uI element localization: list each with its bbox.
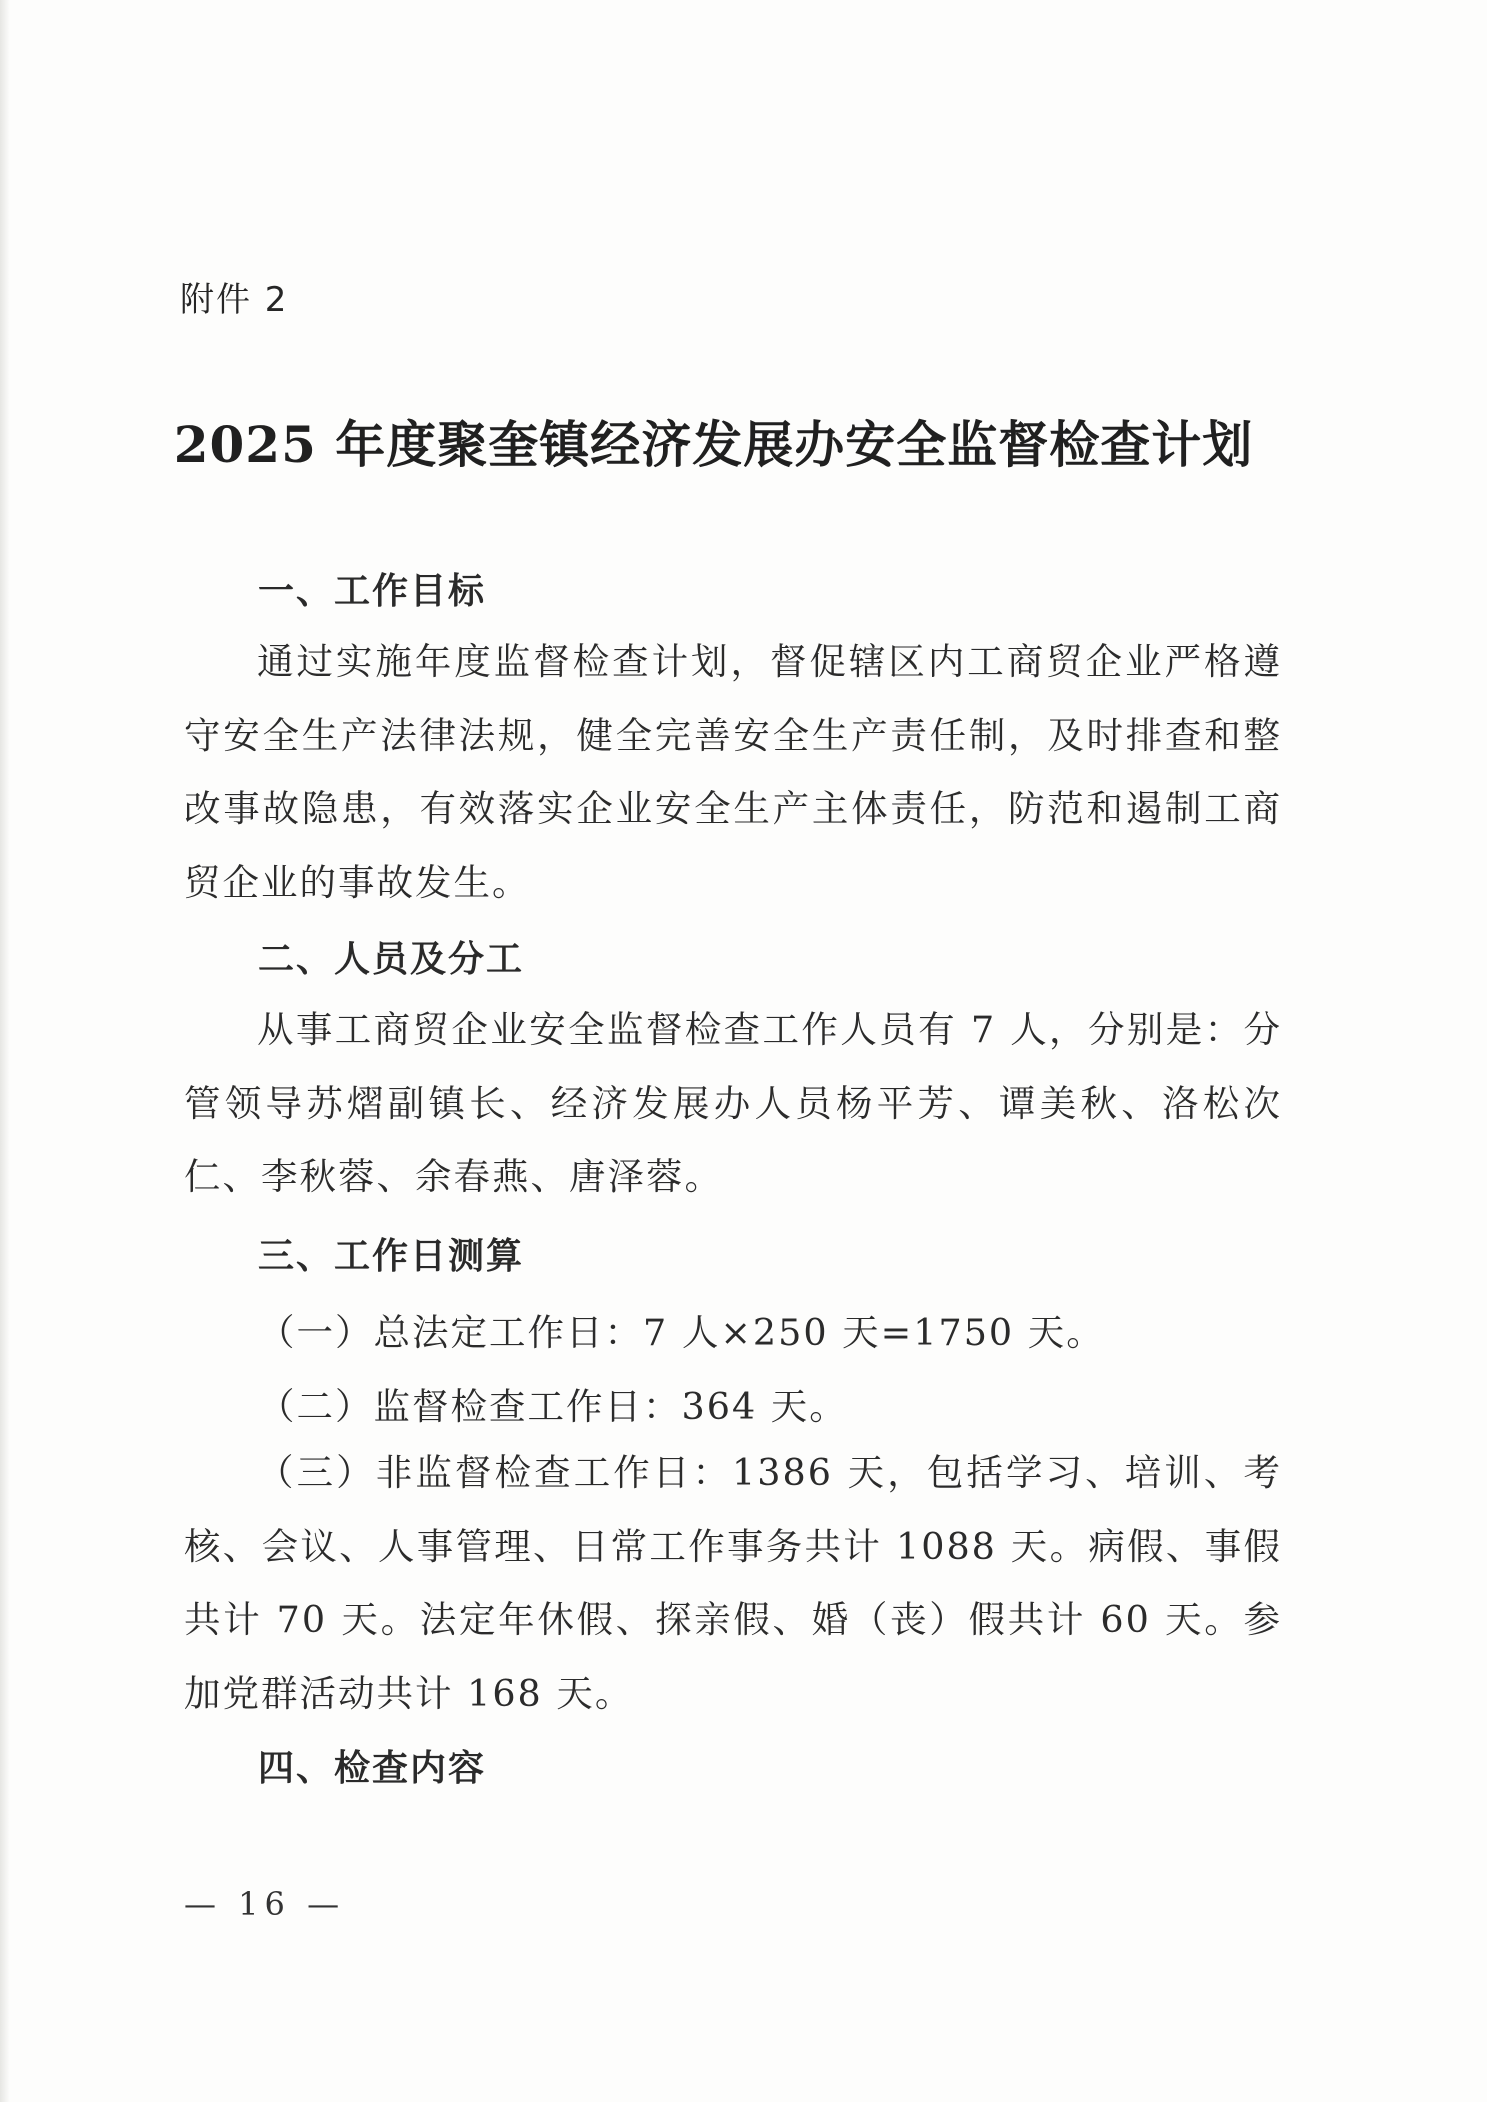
document-title: 2025 年度聚奎镇经济发展办安全监督检查计划 — [173, 415, 1254, 474]
section-heading-staff: 二、人员及分工 — [258, 939, 525, 980]
section-heading-workdays: 三、工作日测算 — [258, 1236, 525, 1277]
workdays-item-non-inspection: （三）非监督检查工作日：1386 天，包括学习、培训、考核、会议、人事管理、日常工作事务共计 1088 天。病假、事假共计 70 天。法定年休假、探亲假、婚（丧）假共计 60 天。参加党群活动共计 168 天。 — [184, 1451, 1282, 1715]
workdays-item-inspection: （二）监督检查工作日：364 天。 — [258, 1385, 848, 1428]
section-paragraph-goals: 通过实施年度监督检查计划，督促辖区内工商贸企业严格遵守安全生产法律法规，健全完善安全生产责任制，及时排查和整改事故隐患，有效落实企业安全生产主体责任，防范和遏制工商贸企业的事故发生。 — [184, 640, 1282, 904]
section-paragraph-staff: 从事工商贸企业安全监督检查工作人员有 7 人，分别是：分管领导苏熠副镇长、经济发展办人员杨平芳、谭美秋、洛松次仁、李秋蓉、余春燕、唐泽蓉。 — [184, 1008, 1282, 1198]
attachment-label: 附件 2 — [180, 280, 289, 320]
section-heading-content: 四、检查内容 — [258, 1748, 487, 1789]
page-number: — 16 — — [184, 1885, 346, 1923]
scan-edge-shadow — [0, 0, 10, 2102]
section-heading-goals: 一、工作目标 — [258, 571, 487, 612]
workdays-item-total: （一）总法定工作日：7 人×250 天=1750 天。 — [258, 1311, 1105, 1354]
